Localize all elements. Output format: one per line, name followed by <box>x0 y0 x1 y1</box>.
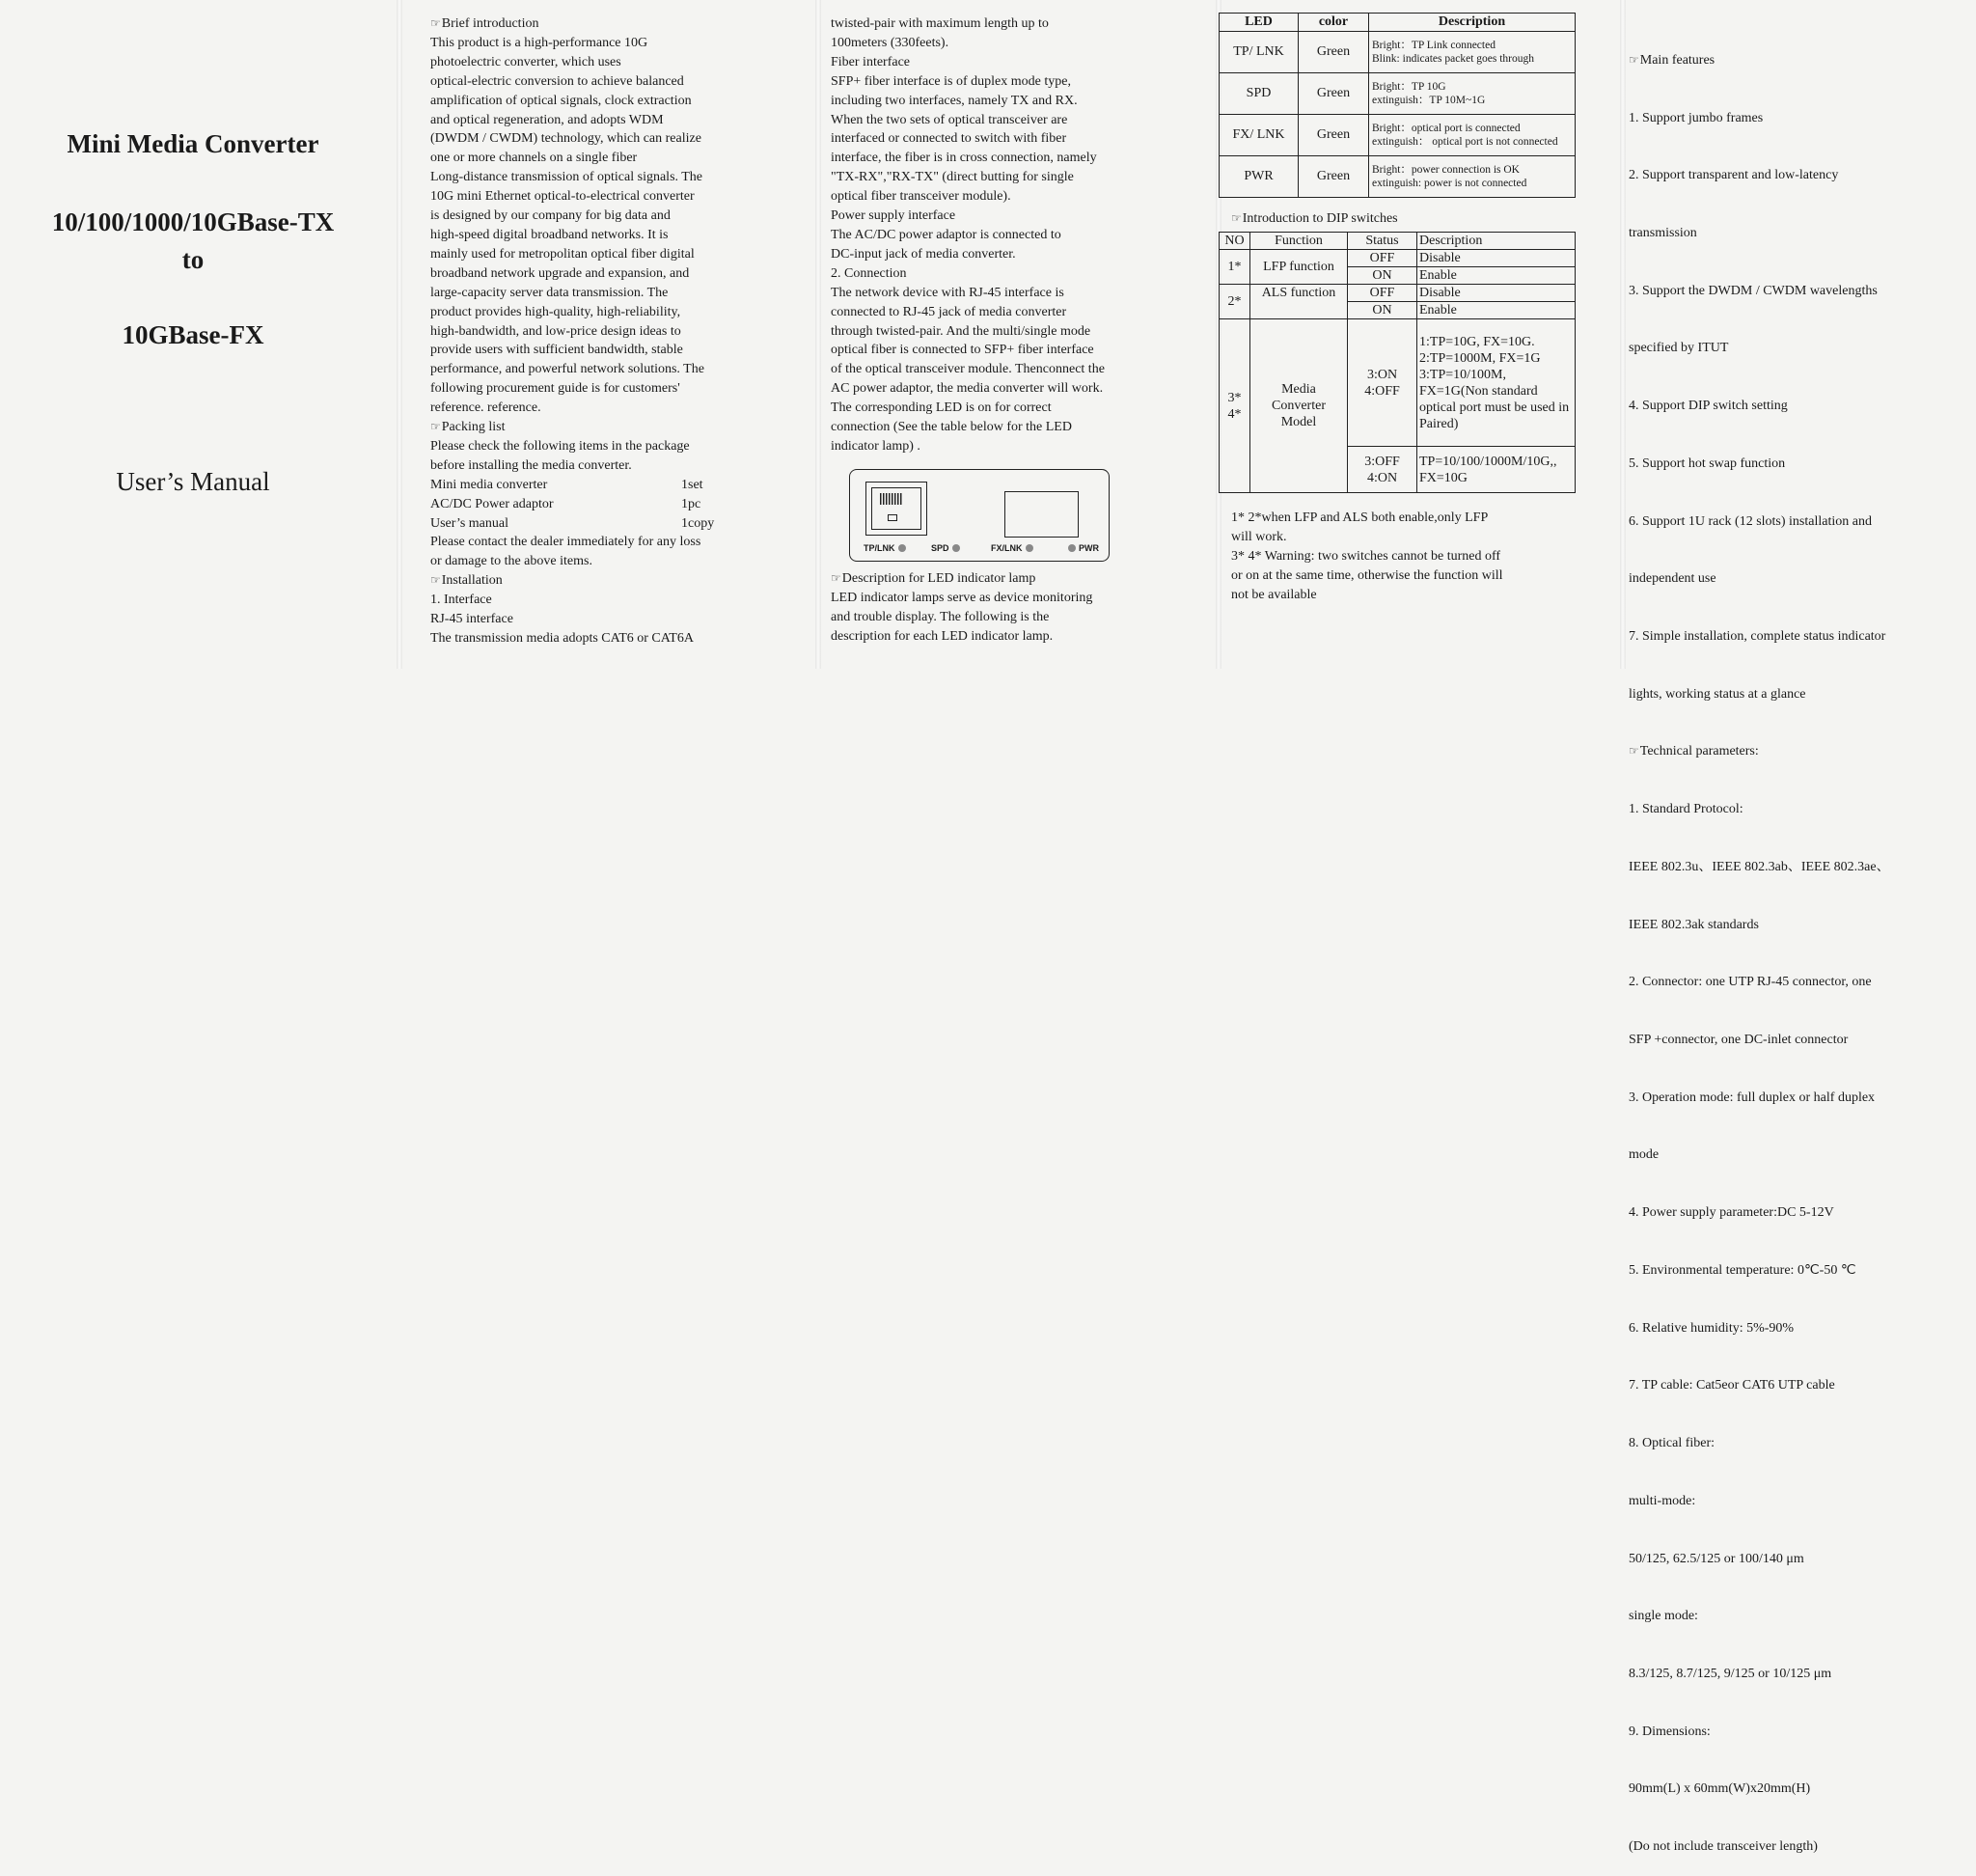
dip-function: Media Converter Model <box>1250 319 1348 493</box>
text-line: DC-input jack of media converter. <box>831 246 1016 262</box>
text-line: or damage to the above items. <box>430 554 592 569</box>
tech-line: 7. TP cable: Cat5eor CAT6 UTP cable <box>1629 1378 1835 1393</box>
text-line: Please contact the dealer immediately for any loss <box>430 535 701 550</box>
dip-description: TP=10/100/1000M/10G,, FX=10G <box>1417 447 1576 493</box>
spd-led-label: SPD <box>931 543 960 553</box>
text-line: following procurement guide is for customers' <box>430 381 680 397</box>
text-line: is designed by our company for big data and <box>430 208 671 224</box>
text-line: performance, and powerful network solutions. The <box>430 362 704 377</box>
text-line: twisted-pair with maximum length up to <box>831 16 1049 31</box>
text-line: SFP+ fiber interface is of duplex mode type, <box>831 73 1071 89</box>
dip-status: OFF <box>1348 250 1417 267</box>
text-line: Power supply interface <box>831 208 956 224</box>
text-line: The corresponding LED is on for correct <box>831 400 1052 416</box>
text-line: (DWDM / CWDM) technology, which can realize <box>430 131 701 147</box>
text-line: indicator lamp) . <box>831 438 920 454</box>
feature-line: 4. Support DIP switch setting <box>1629 399 1788 414</box>
led-dot-icon <box>1068 544 1076 552</box>
text-line: "TX-RX","RX-TX" (direct butting for single <box>831 170 1074 185</box>
packing-item <box>430 495 714 514</box>
text-line: AC power adaptor, the media converter will work. <box>831 381 1104 397</box>
packing-item-qty: 1set <box>681 477 703 492</box>
dip-description: 1:TP=10G, FX=10G. 2:TP=1000M, FX=1G 3:TP=10/100M, FX=1G(Non standard optical port must be used in Paired) <box>1417 319 1576 447</box>
sfp-port-icon <box>1004 491 1079 538</box>
led-color: Green <box>1299 73 1369 115</box>
dip-no: 1* <box>1220 250 1250 285</box>
text-line: provide users with sufficient bandwidth, stable <box>430 343 683 358</box>
table-row <box>1220 32 1576 73</box>
led-description: Bright：power connection is OK extinguish: power is not connected <box>1369 156 1576 198</box>
text-line: The transmission media adopts CAT6 or CAT6A <box>430 631 694 646</box>
led-description: Bright：TP 10G extinguish：TP 10M~1G <box>1369 73 1576 115</box>
tech-line: 3. Operation mode: full duplex or half duplex <box>1629 1090 1876 1105</box>
tech-line: (Do not include transceiver length) <box>1629 1839 1818 1855</box>
note-line: or on at the same time, otherwise the function will <box>1231 567 1503 583</box>
installation-heading: ☞ Installation <box>430 571 714 591</box>
note-line: not be available <box>1231 587 1317 602</box>
dip-no: 3* 4* <box>1220 319 1250 493</box>
led-color: Green <box>1299 115 1369 156</box>
table-row <box>1220 115 1576 156</box>
column-header: Description <box>1417 233 1576 250</box>
table-row <box>1220 285 1576 302</box>
tech-line: single mode: <box>1629 1609 1698 1624</box>
feature-line: 3. Support the DWDM / CWDM wavelengths <box>1629 283 1878 298</box>
feature-line: 2. Support transparent and low-latency <box>1629 168 1839 183</box>
dip-status: ON <box>1348 302 1417 319</box>
dip-description: Enable <box>1417 267 1576 285</box>
feature-line: 1. Support jumbo frames <box>1629 110 1764 125</box>
packing-item-name: AC/DC Power adaptor <box>430 496 554 511</box>
text-line: amplification of optical signals, clock extraction <box>430 93 692 108</box>
text-line: before installing the media converter. <box>430 457 632 473</box>
tech-line: 8. Optical fiber: <box>1629 1436 1715 1451</box>
text-line: interfaced or connected to switch with fiber <box>831 131 1067 147</box>
table-row <box>1220 156 1576 198</box>
tech-line: 50/125, 62.5/125 or 100/140 μm <box>1629 1551 1804 1566</box>
text-line: including two interfaces, namely TX and RX. <box>831 93 1078 108</box>
led-color: Green <box>1299 32 1369 73</box>
packing-item <box>430 514 714 534</box>
text-line: This product is a high-performance 10G <box>430 35 648 50</box>
text-line: optical fiber is connected to SFP+ fiber interface <box>831 343 1094 358</box>
note-line: 1* 2*when LFP and ALS both enable,only LFP <box>1231 510 1489 525</box>
text-line: The network device with RJ-45 interface is <box>831 285 1064 300</box>
packing-item-qty: 1pc <box>681 496 701 511</box>
device-front-panel-diagram <box>849 469 1110 562</box>
brief-intro-section <box>430 14 714 648</box>
led-table-header <box>1220 14 1576 32</box>
text-line: RJ-45 interface <box>430 612 513 627</box>
text-line: description for each LED indicator lamp. <box>831 628 1054 644</box>
led-description: Bright：TP Link connected Blink: indicates packet goes through <box>1369 32 1576 73</box>
cover-title-line4: 10GBase-FX <box>122 320 264 349</box>
led-name: TP/ LNK <box>1220 32 1299 73</box>
text-line: broadband network upgrade and expansion, and <box>430 265 690 281</box>
feature-line: 6. Support 1U rack (12 slots) installation and <box>1629 513 1872 529</box>
dip-no: 2* <box>1220 285 1250 319</box>
text-line: The AC/DC power adaptor is connected to <box>831 227 1061 242</box>
text-line: optical-electric conversion to achieve balanced <box>430 73 684 89</box>
led-dot-icon <box>952 544 960 552</box>
tech-line: SFP +connector, one DC-inlet connector <box>1629 1033 1849 1048</box>
text-line: through twisted-pair. And the multi/single mode <box>831 323 1091 339</box>
tech-line: 2. Connector: one UTP RJ-45 connector, one <box>1629 975 1872 990</box>
page-fold <box>815 0 821 669</box>
feature-line: specified by ITUT <box>1629 341 1729 356</box>
dip-status: 3:ON 4:OFF <box>1348 319 1417 447</box>
text-line: When the two sets of optical transceiver are <box>831 112 1068 127</box>
led-dot-icon <box>1026 544 1033 552</box>
text-line: reference. reference. <box>430 400 541 416</box>
led-name: SPD <box>1220 73 1299 115</box>
feature-line: transmission <box>1629 225 1697 240</box>
tech-line: 9. Dimensions: <box>1629 1724 1711 1739</box>
table-row <box>1220 319 1576 447</box>
tech-line: 6. Relative humidity: 5%-90% <box>1629 1320 1795 1336</box>
led-dot-icon <box>898 544 906 552</box>
tech-line: IEEE 802.3u、IEEE 802.3ab、IEEE 802.3ae、 <box>1629 859 1890 874</box>
column-header: NO <box>1220 233 1250 250</box>
text-line: and optical regeneration, and adopts WDM <box>430 112 664 127</box>
tech-line: 8.3/125, 8.7/125, 9/125 or 10/125 μm <box>1629 1666 1832 1681</box>
text-line: photoelectric converter, which uses <box>430 54 621 69</box>
packing-item-name: User’s manual <box>430 515 508 531</box>
packing-item-qty: 1copy <box>681 515 715 531</box>
led-description-section <box>831 569 1092 647</box>
cover-title-line3: to <box>181 245 205 274</box>
led-description-heading: ☞ Description for LED indicator lamp <box>831 569 1092 589</box>
text-line: of the optical transceiver module. Thenconnect the <box>831 362 1105 377</box>
dip-function: LFP function <box>1250 250 1348 285</box>
text-line: high-speed digital broadband networks. It is <box>430 227 669 242</box>
text-line: LED indicator lamps serve as device monitoring <box>831 590 1093 605</box>
packing-item-name: Mini media converter <box>430 477 548 492</box>
text-line: Fiber interface <box>831 54 911 69</box>
feature-line: lights, working status at a glance <box>1629 686 1806 702</box>
note-line: will work. <box>1231 529 1287 544</box>
column-header: Function <box>1250 233 1348 250</box>
cover-panel <box>0 0 398 669</box>
led-table <box>1219 13 1576 198</box>
packing-list-heading: ☞ Packing list <box>430 418 714 437</box>
text-line: connection (See the table below for the LED <box>831 420 1072 435</box>
dip-switches-heading: ☞ Introduction to DIP switches <box>1231 209 1398 229</box>
dip-notes <box>1231 509 1502 605</box>
dip-switch-table <box>1219 232 1576 493</box>
text-line: large-capacity server data transmission. The <box>430 285 669 300</box>
page-fold <box>1620 0 1626 669</box>
dip-status: ON <box>1348 267 1417 285</box>
rj45-port-icon <box>865 482 927 536</box>
tech-line: IEEE 802.3ak standards <box>1629 917 1759 932</box>
text-line: connected to RJ-45 jack of media converter <box>831 304 1067 319</box>
text-line: mainly used for metropolitan optical fiber digital <box>430 246 695 262</box>
dip-table-header <box>1220 233 1576 250</box>
dip-description: Disable <box>1417 250 1576 267</box>
tech-line: 4. Power supply parameter:DC 5-12V <box>1629 1205 1834 1221</box>
interface-section <box>831 14 1105 456</box>
text-line: and trouble display. The following is the <box>831 609 1050 624</box>
dip-status: OFF <box>1348 285 1417 302</box>
led-description: Bright：optical port is connected extinguish： optical port is not connected <box>1369 115 1576 156</box>
feature-line: 5. Support hot swap function <box>1629 455 1786 471</box>
text-line: 2. Connection <box>831 265 907 281</box>
column-header: Status <box>1348 233 1417 250</box>
packing-item <box>430 476 714 495</box>
text-line: Long-distance transmission of optical signals. The <box>430 170 703 185</box>
cover-manual-label: User’s Manual <box>116 467 270 496</box>
text-line: 100meters (330feets). <box>831 35 949 50</box>
fx-lnk-led-label: FX/LNK <box>991 543 1033 553</box>
text-line: product provides high-quality, high-reliability, <box>430 304 681 319</box>
note-line: 3* 4* Warning: two switches cannot be turned off <box>1231 548 1501 564</box>
feature-line: 7. Simple installation, complete status indicator <box>1629 629 1886 644</box>
text-line: one or more channels on a single fiber <box>430 151 638 166</box>
column-header: color <box>1299 14 1369 32</box>
led-name: PWR <box>1220 156 1299 198</box>
tech-line: mode <box>1629 1147 1660 1163</box>
column-header: Description <box>1369 14 1576 32</box>
text-line: optical fiber transceiver module). <box>831 189 1011 205</box>
tech-line: multi-mode: <box>1629 1493 1696 1508</box>
dip-function: ALS function <box>1250 285 1348 319</box>
technical-parameters-heading: ☞ Technical parameters: <box>1629 742 1890 761</box>
led-name: FX/ LNK <box>1220 115 1299 156</box>
features-section <box>1629 13 1890 1876</box>
main-features-heading: ☞ Main features <box>1629 51 1890 70</box>
text-line: 10G mini Ethernet optical-to-electrical converter <box>430 189 695 205</box>
table-row <box>1220 250 1576 267</box>
dip-heading-wrap <box>1231 209 1398 229</box>
tech-line: 5. Environmental temperature: 0℃-50 ℃ <box>1629 1262 1856 1278</box>
tech-line: 1. Standard Protocol: <box>1629 802 1743 817</box>
cover-title-line1: Mini Media Converter <box>67 129 319 158</box>
led-color: Green <box>1299 156 1369 198</box>
table-row <box>1220 73 1576 115</box>
dip-status: 3:OFF 4:ON <box>1348 447 1417 493</box>
pwr-led-label: PWR <box>1068 543 1099 553</box>
dip-description: Disable <box>1417 285 1576 302</box>
text-line: 1. Interface <box>430 593 492 608</box>
cover-title-line2: 10/100/1000/10GBase-TX <box>51 207 335 236</box>
text-line: high-bandwidth, and low-price design ideas to <box>430 323 681 339</box>
tp-lnk-led-label: TP/LNK <box>864 543 906 553</box>
column-header: LED <box>1220 14 1299 32</box>
text-line: interface, the fiber is in cross connection, namely <box>831 151 1097 166</box>
feature-line: independent use <box>1629 571 1716 587</box>
brief-intro-heading: ☞ Brief introduction <box>430 14 714 34</box>
tech-line: 90mm(L) x 60mm(W)x20mm(H) <box>1629 1781 1811 1797</box>
text-line: Please check the following items in the package <box>430 438 690 454</box>
dip-description: Enable <box>1417 302 1576 319</box>
